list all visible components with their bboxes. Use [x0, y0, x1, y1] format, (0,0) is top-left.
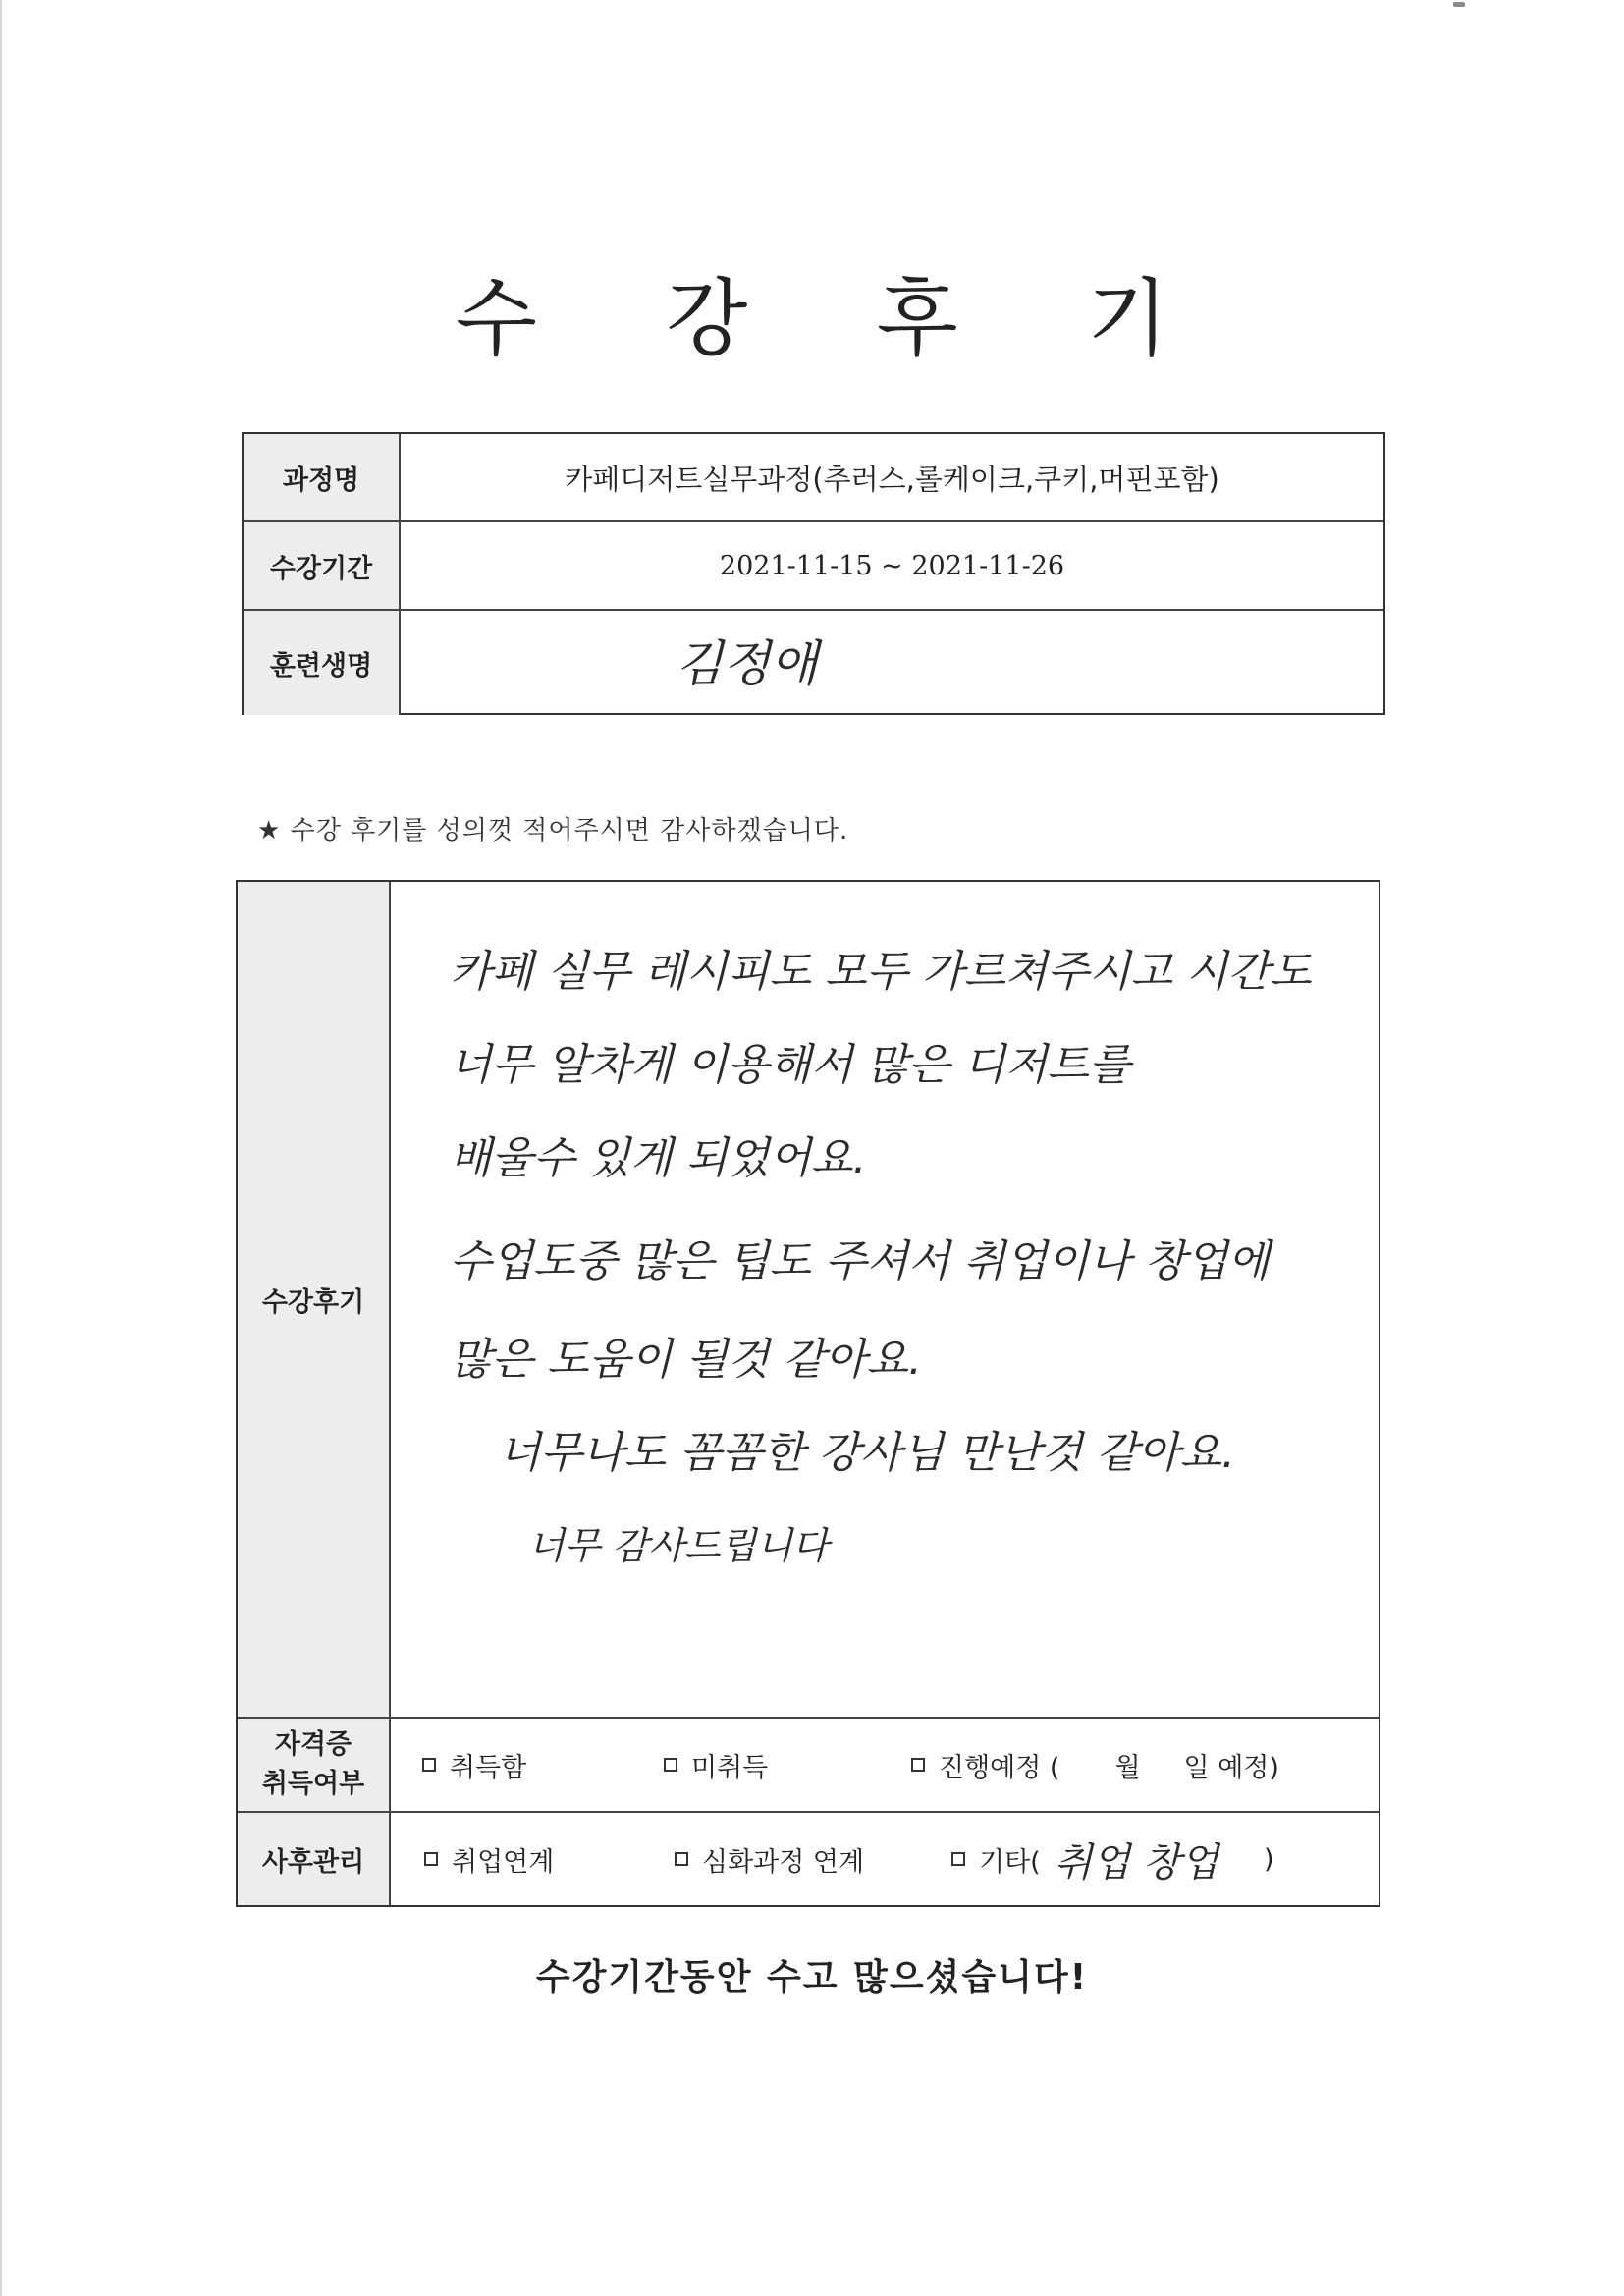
closing-message: 수강기간동안 수고 많으셨습니다!: [535, 1957, 1089, 1997]
review-line-2: 너무 알차게 이용해서 많은 디저트를: [450, 1040, 1131, 1090]
trainee-name-handwritten: 김정애: [676, 635, 818, 692]
checkbox-icon[interactable]: [664, 1758, 677, 1772]
review-line-5: 많은 도움이 될것 같아요.: [450, 1335, 922, 1385]
trainee-value-cell: [401, 611, 1383, 715]
option-other-close: ): [1263, 1843, 1274, 1875]
checkbox-icon[interactable]: [911, 1758, 925, 1772]
checkbox-icon[interactable]: [951, 1852, 965, 1866]
aftercare-label: 사후관리: [238, 1813, 391, 1905]
review-label: 수강후기: [238, 882, 391, 1719]
option-not-acquired-label: 미취득: [691, 1752, 769, 1783]
review-table: [236, 880, 1380, 1907]
course-row: [244, 434, 1383, 522]
period-value: 2021-11-15 ~ 2021-11-26: [719, 550, 1065, 581]
option-acquired-label: 취득함: [450, 1752, 527, 1783]
review-line-4: 수업도중 많은 팁도 주셔서 취업이나 창업에: [450, 1236, 1271, 1286]
course-label: 과정명: [244, 434, 401, 520]
scan-mark: [1453, 2, 1465, 7]
checkbox-icon[interactable]: [422, 1758, 436, 1772]
option-in-progress[interactable]: [911, 1719, 1279, 1811]
option-advanced-label: 심화과정 연계: [702, 1846, 865, 1878]
certificate-label-line2: 취득여부: [261, 1769, 365, 1799]
aftercare-options: [391, 1813, 1379, 1905]
period-row: [244, 522, 1383, 611]
checkbox-icon[interactable]: [424, 1852, 438, 1866]
review-line-3: 배울수 있게 되었어요.: [450, 1133, 867, 1183]
review-line-7: 너무 감사드립니다: [528, 1524, 829, 1567]
option-acquired[interactable]: [422, 1719, 526, 1811]
trainee-row: [244, 611, 1383, 715]
month-label: 월: [1114, 1752, 1141, 1783]
review-line-1: 카페 실무 레시피도 모두 가르쳐주시고 시간도: [450, 947, 1312, 997]
info-table: [242, 432, 1385, 715]
option-in-progress-label: 진행예정 (: [939, 1752, 1060, 1783]
document-title: 수 강 후 기: [455, 270, 1220, 368]
day-label: 일 예정): [1183, 1752, 1279, 1783]
review-body: [391, 882, 1379, 1719]
review-line-6: 너무나도 꼼꼼한 강사님 만난것 같아요.: [499, 1428, 1235, 1478]
option-advanced-course[interactable]: [675, 1813, 864, 1905]
trainee-label: 훈련생명: [244, 611, 401, 715]
certificate-label-line1: 자격증: [274, 1729, 352, 1760]
instruction-note: ★ 수강 후기를 성의껏 적어주시면 감사하겠습니다.: [257, 816, 849, 846]
option-other-label: 기타(: [979, 1846, 1041, 1878]
other-handwritten: 취업 창업: [1054, 1839, 1218, 1886]
option-job-label: 취업연계: [452, 1846, 555, 1878]
option-job-link[interactable]: [424, 1813, 554, 1905]
course-value: 카페디저트실무과정(추러스,롤케이크,쿠키,머핀포함): [565, 462, 1219, 496]
checkbox-icon[interactable]: [675, 1852, 688, 1866]
option-not-acquired[interactable]: [664, 1719, 768, 1811]
period-label: 수강기간: [244, 522, 401, 609]
option-other[interactable]: [951, 1813, 1274, 1905]
certificate-label: [238, 1719, 391, 1813]
certificate-options: [391, 1719, 1379, 1813]
